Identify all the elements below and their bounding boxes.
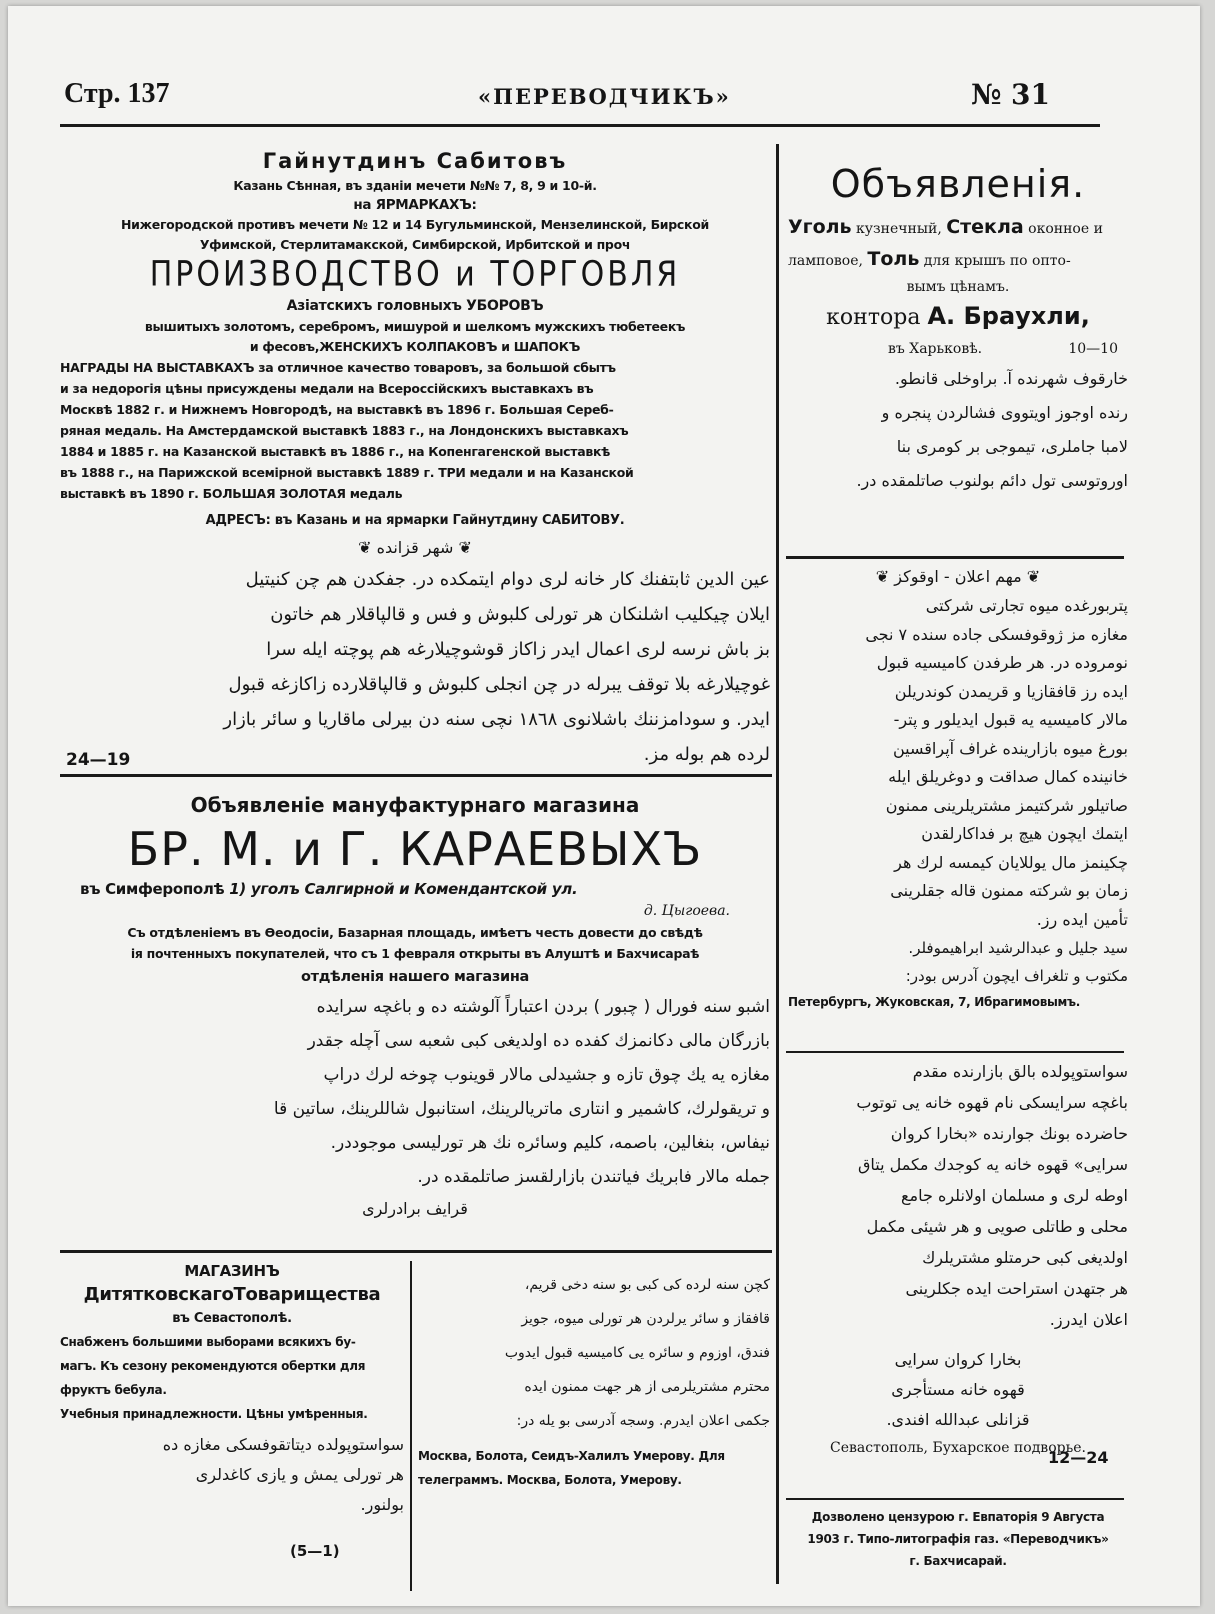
umerov-tatar-line-4: محترم مشتريلرمى از هر جهت ممنون ايده [524,1379,770,1395]
karaev-body-1: Съ отдѣленіемъ въ Ѳеодосіи, Базарная площадь, имѣетъ честь довести до свѣдѣ [127,925,703,940]
fruit-telegraph: مكتوب و تلغراف ايچون آدرس بودر: [905,967,1128,985]
umerov-address-1: Москва, Болота, Сеидъ-Халилъ Умерову. Для [418,1449,725,1463]
caravan-sign-line-1: بخارا كروان سرايى [894,1350,1022,1369]
sabitov-tatar-line-2: ايلان چيكليب اشلنكان هر تورلى كلبوش و فس و قالپاقلار هم خاتون [270,604,770,625]
announcements-title: Объявленія. [830,162,1086,206]
karaev-brand: БР. М. и Г. КАРАЕВЫХЪ [127,822,703,876]
fruit-heading: ❦ مهم اعلان - اوقوكز ❦ [875,567,1041,586]
karaev-signature: قرايف برادرلرى [362,1199,468,1218]
sabitov-ad-number: 24—19 [66,750,131,770]
fruit-tatar-line-6: بورغ ميوه بازارينده غراف آپراقسين [893,738,1128,758]
karaev-tatar-line-5: نيفاس، بنغالين، باصمه، كليم وسائره نك هر تورليسى موجوددر. [330,1133,770,1153]
separator-rule [786,556,1124,559]
censor-line-2: 1903 г. Типо-литографія газ. «Переводчикъ» [807,1532,1109,1546]
tol-word: Толь [867,248,920,270]
ornament-heading: ❦ شهر قزانده ❦ [358,538,472,557]
sabitov-ad [60,146,770,772]
caravan-tatar-line-3: حاضرده بونك جوارنده «بخارا كروان [890,1124,1128,1143]
glass-word: Стекла [946,216,1024,238]
karaev-location-street: 1) уголъ Салгирной и Комендантской ул. [229,880,578,898]
fruit-tatar-line-9: ايتمك ايچون هيچ بر فداكارلقدن [921,824,1128,843]
caravan-tatar-line-9: اعلان ايدرز. [1049,1310,1128,1329]
awards-text [60,357,770,504]
dityatkovo-line-4: Учебныя принадлежности. Цѣны умѣренныя. [60,1407,368,1421]
caravan-tatar-line-8: هر جتهدن استراحت ايده جكلرينى [905,1279,1128,1298]
fruit-tatar-line-5: مالار كاميسيه يه قبول ايديلور و پتر- [893,710,1128,729]
newspaper-page [8,6,1200,1606]
dityatkovo-heading-3: въ Севастополѣ. [172,1311,292,1326]
products-line-1: вышитыхъ золотомъ, серебромъ, мишурой и шелкомъ мужскихъ тюбетеекъ [144,319,686,334]
fairs-heading: на ЯРМАРКАХЪ: [353,197,477,213]
announcements [788,156,1128,498]
umerov-tatar-line-5: جكمى اعلان ايدرم. وسجه آدرسى بو يله در: [516,1413,770,1429]
sabitov-tatar-line-1: عين الدين ثابتفنك كار خانه لرى دوام ايتمكده در. جفكدن هم چن كنيتيل [245,569,770,590]
dityatkovo-ad [60,1260,404,1560]
caravan-tatar-line-2: باغچه سرايسكى نام قهوه خانه يى توتوب [856,1093,1128,1112]
fruit-trade-ad [788,562,1128,1014]
caravan-address: Севастополь, Бухарское подворье. [830,1440,1086,1456]
dityatkovo-tatar-line-2: هر تورلى يمش و يازى كاغدلرى [195,1465,404,1484]
karaev-heading: Объявленіе мануфактурнаго магазина [190,793,640,817]
karaev-tatar-line-2: بازرگان مالى دكانمزك كفده ده اولديغى كبى شعبه سى آچله جقدر [307,1031,770,1051]
fruit-tatar-line-7: خانينده كمال صداقت و دوغريلق ايله [888,767,1128,786]
city: въ Харьковѣ. [888,341,983,357]
dityatkovo-tatar-text [60,1430,404,1520]
sabitov-address-2: АДРЕСЪ: въ Казань и на ярмарки Гайнутдину САБИТОВУ. [205,513,625,528]
karaev-location [60,878,770,900]
umerov-tatar-line-2: قافقاز و سائر يرلردن هر تورلى ميوه، جويز [521,1311,770,1327]
page-number: Стр. 137 [64,78,170,109]
dityatkovo-heading-1: МАГАЗИНЪ [184,1262,280,1280]
caravan-tatar-line-4: سرايى» قهوه خانه يه كوجدك مكمل يتاق [858,1155,1128,1174]
karaev-location-city: въ Симферополѣ [80,880,225,898]
karaev-ad [60,790,770,1224]
announcements-tatar-line-2: رنده اوجوز اويتووى فشالردن پنجره و [881,403,1128,422]
sabitov-address: Казань Сѣнная, въ зданіи мечети №№ 7, 8, 9 и 10-й. [233,178,597,193]
umerov-address-2: телеграммъ. Москва, Болота, Умерову. [418,1473,682,1487]
fruit-tatar-line-1: پتربورغده ميوه تجارتى شركتى [925,596,1128,615]
umerov-tatar-line-1: كچن سنه لرده كى كبى بو سنه دخى قريم، [524,1277,770,1293]
column-divider [776,144,779,1584]
karaev-tatar-line-4: و تريقولرك، كاشمير و انتارى ماتريالرينك، استانبول شاللرينك، ساتين قا [273,1099,770,1119]
issue-number: № 31 [970,78,1050,111]
karaev-tatar-line-3: مغازه يه يك چوق تازه و جشيدلى مالار قوينوب چوخه لرك دراپ [323,1065,770,1085]
subcolumn-divider [410,1261,412,1591]
fruit-tatar-line-4: ايده رز قافقازيا و قريمدن كوندريلن [894,681,1128,701]
karaev-branches: отдѣленія нашего магазина [300,969,530,985]
caravan-tatar-line-7: اولديغى كبى حرمتلو مشتريلرك [922,1248,1128,1267]
caravan-tatar-line-1: سواستوپولده بالق بازارنده مقدم [912,1062,1128,1081]
fruit-address: Петербургъ, Жуковская, 7, Ибрагимовымъ. [788,995,1081,1009]
dityatkovo-text [60,1330,404,1426]
sabitov-tatar-text [60,562,770,772]
fruit-tatar-line-8: صاتيلور شركتيمز مشتريلرينى ممنون [885,795,1128,815]
awards-line-6: въ 1888 г., на Парижской всемірной выставкѣ 1889 г. ТРИ медали и на Казанской [60,465,634,480]
karaev-tatar-line-6: جمله مالار فابريك فياتندن بازارلقسز صاتلمقده در. [417,1167,770,1187]
wholesale-prices: вымъ цѣнамъ. [906,279,1010,295]
awards-line-4: ряная медаль. На Амстердамской выставкѣ 1883 г., на Лондонскихъ выставкахъ [60,423,629,438]
newspaper-title: «ПЕРЕВОДЧИКЪ» [478,84,731,109]
dityatkovo-ad-number: (5—1) [290,1542,340,1560]
karaev-tatar-line-1: اشبو سنه فورال ( چبور ) بردن اعتباراً آلوشته ده و باغچه سرايده [316,997,770,1017]
fruit-tatar-line-3: نومروده در. هر طرفدن كاميسيه قبول [876,653,1128,672]
caravan-tatar-line-5: اوطه لرى و مسلمان اولانلره جامع [901,1186,1128,1205]
tol-rest: для крышъ по опто- [923,253,1071,269]
censor-line-1: Дозволено цензурою г. Евпаторія 9 Августа [811,1510,1105,1524]
fruit-tatar-line-12: تأمين ايده رز. [1036,909,1128,929]
glass-rest: оконное и [1028,221,1103,237]
karaev-body-2: ія почтенныхъ покупателей, что съ 1 февраля открыты въ Алуштѣ и Бахчисараѣ [130,946,700,961]
announcements-number: 10—10 [1068,341,1118,357]
dityatkovo-line-3: фруктъ бебула. [60,1383,167,1397]
announcements-tatar-line-3: لامبا جاملرى، تيموجى بر كومرى بنا [896,437,1128,456]
sabitov-name: Гайнутдинъ Сабитовъ [262,149,568,173]
sabitov-tatar-line-5: ايدر. و سودامزننك باشلانوى ١٨٦٨ نچى سنه دن بيرلى ماقاريا و سائر بازار [223,709,770,730]
products-line-2: и фесовъ,ЖЕНСКИХЪ КОЛПАКОВЪ и ШАПОКЪ [249,339,581,354]
coal-line [788,212,1128,244]
umerov-ad [418,1268,770,1492]
sabitov-tatar-line-4: غوچيلارغه بلا توقف يبرله در چن انجلى كلبوش و قالپاقلارده زاكازغه قبول [228,674,770,695]
dityatkovo-tatar-line-3: بولنور. [360,1495,404,1514]
sabitov-tatar-line-3: بز باش نرسه لرى اعمال ايدر زاكاز قوشوچيلارغه هم پوچته ايله سرا [266,639,770,660]
caravan-tatar-text [788,1056,1128,1335]
fruit-names: سيد جليل و عبدالرشيد ابراهيموفلر. [908,939,1128,957]
separator-rule [60,1250,772,1253]
caravan-signature [788,1345,1128,1435]
office-word: контора [826,305,921,330]
fairs-line-1: Нижегородской противъ мечети № 12 и 14 Бугульминской, Мензелинской, Бирской [121,217,709,232]
announcements-tatar-line-1: خارقوف شهرنده آ. براوخلى قانطو. [894,369,1128,388]
asian-hats-heading: Азіатскихъ головныхъ УБОРОВЪ [286,298,544,314]
dityatkovo-line-2: магъ. Къ сезону рекомендуются обертки для [60,1359,366,1373]
caravan-ad-number: 12—24 [1048,1448,1109,1467]
caravan-sign-line-3: قزانلى عبدالله افندى. [886,1410,1030,1429]
office-line [788,298,1128,336]
lamp-word: ламповое, [788,253,863,269]
announcements-tatar-text [788,362,1128,498]
umerov-tatar-line-3: فندق، اوزوم و سائره يى كاميسيه قبول ايدوب [504,1345,770,1361]
page-header [8,78,1200,118]
dityatkovo-heading-2: ДитятковскагоТоварищества [83,1284,381,1305]
separator-rule [786,1498,1124,1500]
office-name: А. Браухли, [927,302,1090,330]
awards-line-7: выставкѣ въ 1890 г. БОЛЬШАЯ ЗОЛОТАЯ медаль [60,486,403,501]
fruit-tatar-line-2: مغازه مز ژوقوفسكى جاده سنده ٧ نجى [865,624,1128,644]
separator-rule [60,774,772,777]
sabitov-tatar-line-6: لرده هم بوله مز. [643,744,770,765]
fruit-tatar-text [788,592,1128,934]
umerov-tatar-text [418,1268,770,1438]
tol-line [788,244,1128,276]
dityatkovo-line-1: Снабженъ большими выборами всякихъ бу- [60,1335,356,1349]
fairs-line-2: Уфимской, Стерлитамакской, Симбирской, Ирбитской и проч [199,237,631,252]
caravan-tatar-line-6: محلى و طاتلى صويى و هر شيئى مكمل [866,1217,1128,1236]
coal-word: Уголь [788,216,852,238]
awards-line-3: Москвѣ 1882 г. и Нижнемъ Новгородѣ, на выставкѣ въ 1896 г. Большая Сереб- [60,402,614,417]
city-line [788,336,1128,362]
censor-notice [788,1506,1128,1572]
caravan-sign-line-2: قهوه خانه مستأجرى [891,1380,1025,1399]
karaev-tatar-text [60,990,770,1194]
coal-rest: кузнечный, [856,221,942,237]
fruit-tatar-line-11: زمان بو شركته ممنون قاله جقلرينى [890,881,1128,900]
karaev-location-house: д. Цыгоева. [643,903,730,919]
separator-rule [786,1051,1124,1053]
header-rule [60,124,1100,127]
awards-line-2: и за недорогія цѣны присуждены медали на Всероссійскихъ выставкахъ въ [60,381,594,396]
dityatkovo-tatar-line-1: سواستوپولده ديتاتقوفسكى مغازه ده [162,1435,404,1454]
censor-line-3: г. Бахчисарай. [909,1554,1007,1568]
production-heading: ПРОИЗВОДСТВО и ТОРГОВЛЯ [149,254,681,295]
fruit-tatar-line-10: چكينمز مال يوللايان كيمسه لرك هر [894,852,1128,872]
announcements-tatar-line-4: اوروتوسى تول دائم بولنوب صاتلمقده در. [856,471,1128,490]
awards-line-5: 1884 и 1885 г. на Казанской выставкѣ въ 1886 г., на Копенгагенской выставкѣ [60,444,611,459]
caravanserai-ad [788,1056,1128,1467]
awards-line-1: НАГРАДЫ НА ВЫСТАВКАХЪ за отличное качество товаровъ, за большой сбытъ [60,360,616,375]
